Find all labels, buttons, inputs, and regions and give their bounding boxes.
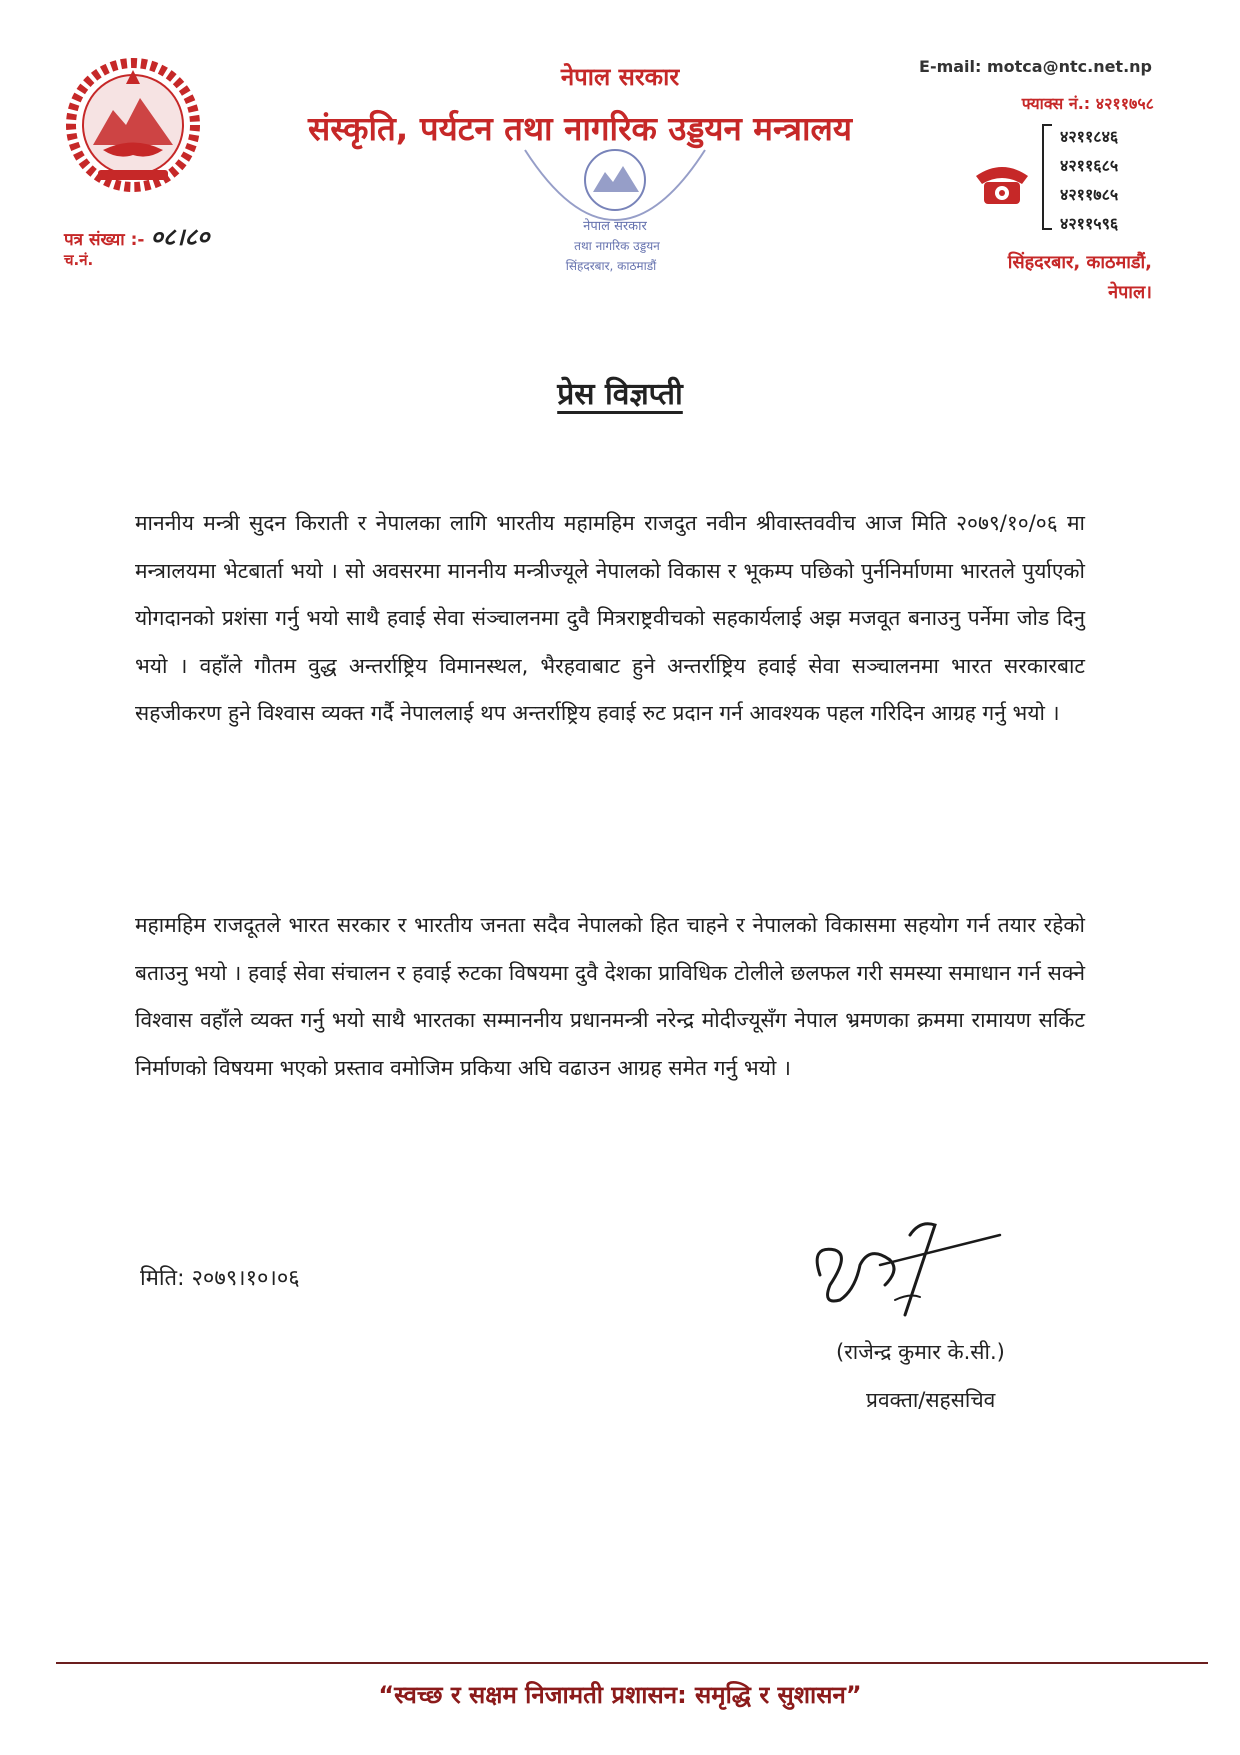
document-heading [0,372,1240,413]
seal-text-line1: नेपाल सरकार [583,219,647,234]
footer-motto: “स्वच्छ र सक्षम निजामती प्रशासन: समृद्धि र सुशासन” [378,1681,862,1709]
phone-number: ४२११८४६ [1060,127,1119,146]
phone-number: ४२११६८५ [1060,156,1119,175]
telephone-icon [972,158,1032,208]
phone-number-list [1060,122,1118,238]
office-address [1008,248,1152,308]
handwritten-signature [800,1205,1010,1335]
seal-text-line3: सिंहदरबार, काठमाडौं [565,259,657,273]
reference-label: पत्र संख्या :- [64,230,145,250]
dispatch-number-label: च.नं. [64,251,94,269]
footer-divider [56,1662,1208,1664]
ministry-seal-icon [505,140,725,290]
address-line-2: नेपाल। [1108,282,1152,303]
reference-value: ०८।८० [150,222,210,251]
phone-number: ४२११५९६ [1060,214,1119,233]
paragraph-1: माननीय मन्त्री सुदन किराती र नेपालका लागि भारतीय महामहिम राजदुत नवीन श्रीवास्तववीच आज मिति २०७९/१०/०६ मा मन्त्रालयमा भेटबार्ता भयो । सो अवसरमा माननीय मन्त्रीज्यूले नेपालको विकास र भूकम्प पछिको पुर्ननिर्माणमा भारतले पुर्याएको योगदानको प्रशंसा गर्नु भयो साथै हवाई सेवा संञ्चालनमा दुवै मित्रराष्ट्रवीचको सहकार्यलाई अझ मजवूत बनाउनु पर्नेमा जोड दिनु भयो । वहाँले गौतम वुद्ध अन्तर्राष्ट्रिय विमानस्थल, भैरहवाबाट हुने अन्तर्राष्ट्रिय हवाई सेवा सञ्चालनमा भारत सरकारबाट सहजीकरण हुने विश्वास व्यक्त गर्दै नेपाललाई थप अन्तर्राष्ट्रिय हवाई रुट प्रदान गर्न आवश्यक पहल गरिदिन आग्रह गर्नु भयो । [135,511,1085,725]
fax-number: फ्याक्स नं.: ४२११७५८ [1021,94,1154,113]
seal-text-line2: तथा नागरिक उड्डयन [574,239,660,253]
heading-text: प्रेस विज्ञप्ती [557,377,683,412]
phone-number: ४२११७८५ [1060,185,1119,204]
email-address: E-mail: motca@ntc.net.np [919,57,1152,76]
ministry-title: संस्कृति, पर्यटन तथा नागरिक उड्डयन मन्त्रालय [307,109,853,148]
signer-title: प्रवक्ता/सहसचिव [866,1388,996,1412]
phone-bracket [1042,124,1052,230]
document-date: मिति: २०७९।१०।०६ [140,1266,300,1291]
paragraph-2: महामहिम राजदूतले भारत सरकार र भारतीय जनता सदैव नेपालको हित चाहने र नेपालको विकासमा सहयोग गर्न तयार रहेको बताउनु भयो । हवाई सेवा संचालन र हवाई रुटका विषयमा दुवै देशका प्राविधिक टोलीले छलफल गरी समस्या समाधान गर्न सक्ने विश्वास वहाँले व्यक्त गर्नु भयो साथै भारतका सम्माननीय प्रधानमन्त्री नरेन्द्र मोदीज्यूसँग नेपाल भ्रमणका क्रममा रामायण सर्किट निर्माणको विषयमा भएको प्रस्ताव वमोजिम प्रकिया अघि वढाउन आग्रह समेत गर्नु भयो । [135,913,1085,1080]
government-title: नेपाल सरकार [560,63,680,91]
signer-name: (राजेन्द्र कुमार के.सी.) [836,1340,1005,1364]
address-line-1: सिंहदरबार, काठमाडौं, [1007,252,1152,273]
reference-number [64,220,209,253]
